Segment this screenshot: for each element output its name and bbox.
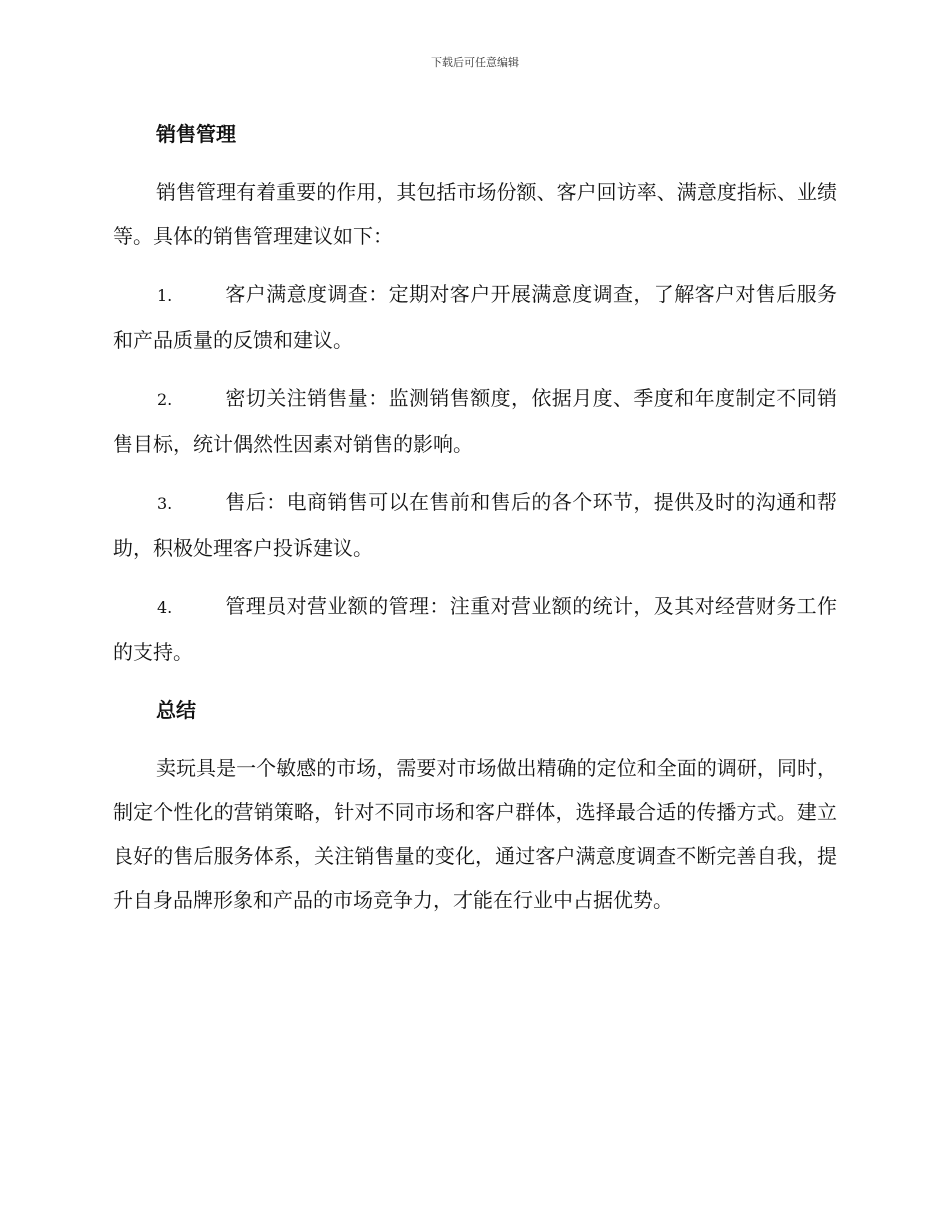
- list-item-number: 4.: [157, 598, 173, 617]
- page-header: 下载后可任意编辑: [431, 56, 519, 69]
- list-item-number: 2.: [157, 390, 173, 409]
- list-item: [113, 584, 837, 674]
- list-item-number: 1.: [157, 286, 173, 305]
- list-item: [113, 376, 837, 466]
- section-title-sales-management: 销售管理: [156, 122, 236, 146]
- list-item: [113, 272, 837, 362]
- list-item-text: 密切关注销售量：监测销售额度，依据月度、季度和年度制定不同销售目标，统计偶然性因素对销售的影响。: [113, 386, 837, 456]
- list-item-text: 客户满意度调查：定期对客户开展满意度调查，了解客户对售后服务和产品质量的反馈和建议。: [113, 282, 837, 352]
- document-body: [113, 112, 837, 936]
- list-item-text: 售后：电商销售可以在售前和售后的各个环节，提供及时的沟通和帮助，积极处理客户投诉建议。: [113, 490, 837, 560]
- list-item-text: 管理员对营业额的管理：注重对营业额的统计，及其对经营财务工作的支持。: [113, 594, 837, 664]
- list-item: [113, 480, 837, 570]
- sales-management-intro: 销售管理有着重要的作用，其包括市场份额、客户回访率、满意度指标、业绩等。具体的销售管理建议如下：: [113, 180, 837, 248]
- list-item-number: 3.: [157, 494, 173, 513]
- summary-body: 卖玩具是一个敏感的市场，需要对市场做出精确的定位和全面的调研，同时，制定个性化的营销策略，针对不同市场和客户群体，选择最合适的传播方式。建立良好的售后服务体系，关注销售量的变化，通过客户满意度调查不断完善自我，提升自身品牌形象和产品的市场竞争力，才能在行业中占据优势。: [113, 756, 837, 912]
- section-title-summary: 总结: [156, 698, 196, 722]
